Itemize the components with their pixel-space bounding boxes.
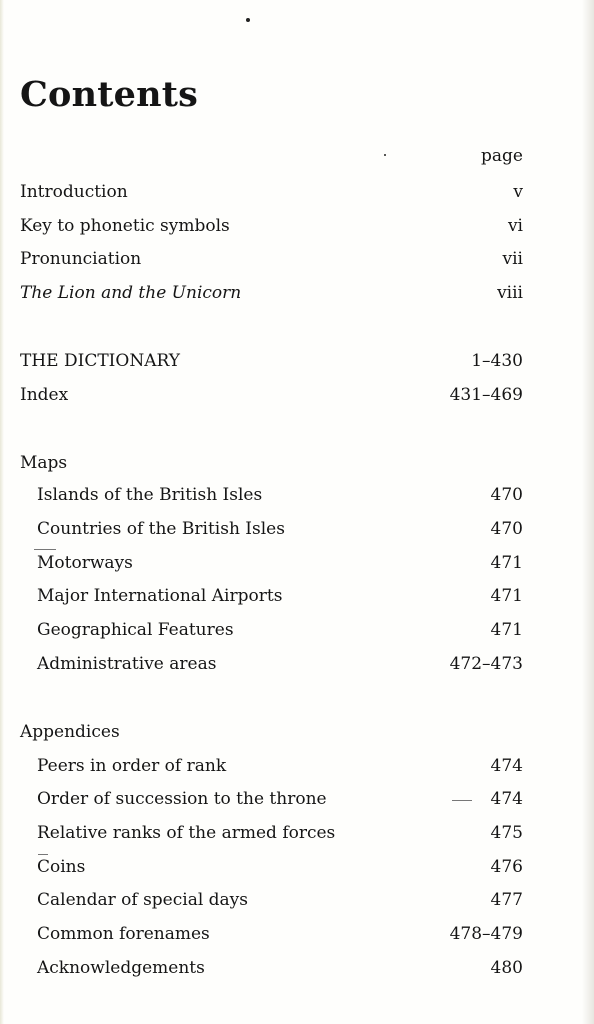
toc-entry — [20, 616, 523, 644]
toc-entry — [20, 178, 523, 206]
print-speck — [246, 18, 250, 22]
page-edge-left — [0, 0, 4, 1024]
page-edge-right — [582, 0, 594, 1024]
toc-entry-page: 471 — [490, 620, 523, 640]
toc-entry-page: 474 — [490, 756, 523, 776]
toc-entry-label: Islands of the British Isles — [37, 485, 263, 505]
toc-entry — [20, 819, 523, 847]
toc-entry-label: Pronunciation — [20, 249, 142, 269]
toc-entry-label: THE DICTIONARY — [20, 351, 180, 371]
toc-entry-label: Key to phonetic symbols — [20, 216, 230, 236]
toc-entry-label: Order of succession to the throne — [37, 789, 327, 809]
toc-entry-page: 480 — [490, 958, 523, 978]
page-column-label: page — [481, 146, 523, 166]
toc-entry — [20, 853, 523, 881]
toc-entry-label: Peers in order of rank — [37, 756, 227, 776]
toc-entry-label: Motorways — [37, 553, 133, 573]
toc-entry-page: 471 — [490, 553, 523, 573]
toc-entry-page: 472–473 — [449, 654, 523, 674]
toc-entry-label: Coins — [37, 857, 86, 877]
toc-entry — [20, 549, 523, 577]
toc-entry — [20, 279, 523, 307]
toc-entry-page: 470 — [490, 519, 523, 539]
print-speck — [384, 154, 386, 156]
toc-entry-label: Index — [20, 385, 69, 405]
toc-entry — [20, 515, 523, 543]
toc-entry-label: Administrative areas — [37, 654, 217, 674]
toc-entry-page: 476 — [490, 857, 523, 877]
toc-entry-page: 474 — [490, 789, 523, 809]
toc-entry — [20, 381, 523, 409]
toc-entry-page: vi — [507, 216, 523, 236]
toc-entry-page: 471 — [490, 586, 523, 606]
toc-entry — [20, 650, 523, 678]
toc-entry — [20, 954, 523, 982]
toc-entry-page: 470 — [490, 485, 523, 505]
toc-entry-page: 477 — [490, 890, 523, 910]
toc-entry — [20, 785, 523, 813]
section-heading-appendices: Appendices — [20, 722, 120, 742]
toc-entry-page: 475 — [490, 823, 523, 843]
toc-entry-label: Acknowledgements — [37, 958, 205, 978]
toc-entry-label: The Lion and the Unicorn — [20, 283, 242, 303]
toc-entry-label: Common forenames — [37, 924, 210, 944]
toc-entry — [20, 212, 523, 240]
toc-entry — [20, 347, 523, 375]
toc-entry-page: 478–479 — [449, 924, 523, 944]
toc-entry-label: Countries of the British Isles — [37, 519, 285, 539]
toc-entry-label: Major International Airports — [37, 586, 283, 606]
toc-entry-label: Geographical Features — [37, 620, 234, 640]
toc-entry — [20, 752, 523, 780]
toc-entry-page: vii — [502, 249, 523, 269]
toc-entry-label: Relative ranks of the armed forces — [37, 823, 336, 843]
toc-entry-page: 431–469 — [449, 385, 523, 405]
toc-entry-page: 1–430 — [471, 351, 523, 371]
toc-entry-label: Introduction — [20, 182, 128, 202]
toc-entry-label: Calendar of special days — [37, 890, 249, 910]
toc-entry — [20, 245, 523, 273]
toc-entry-page: viii — [497, 283, 523, 303]
page-title: Contents — [20, 74, 199, 115]
toc-entry — [20, 481, 523, 509]
toc-entry — [20, 886, 523, 914]
section-heading-maps: Maps — [20, 453, 68, 473]
toc-entry — [20, 582, 523, 610]
toc-entry-page: v — [513, 182, 523, 202]
toc-entry — [20, 920, 523, 948]
